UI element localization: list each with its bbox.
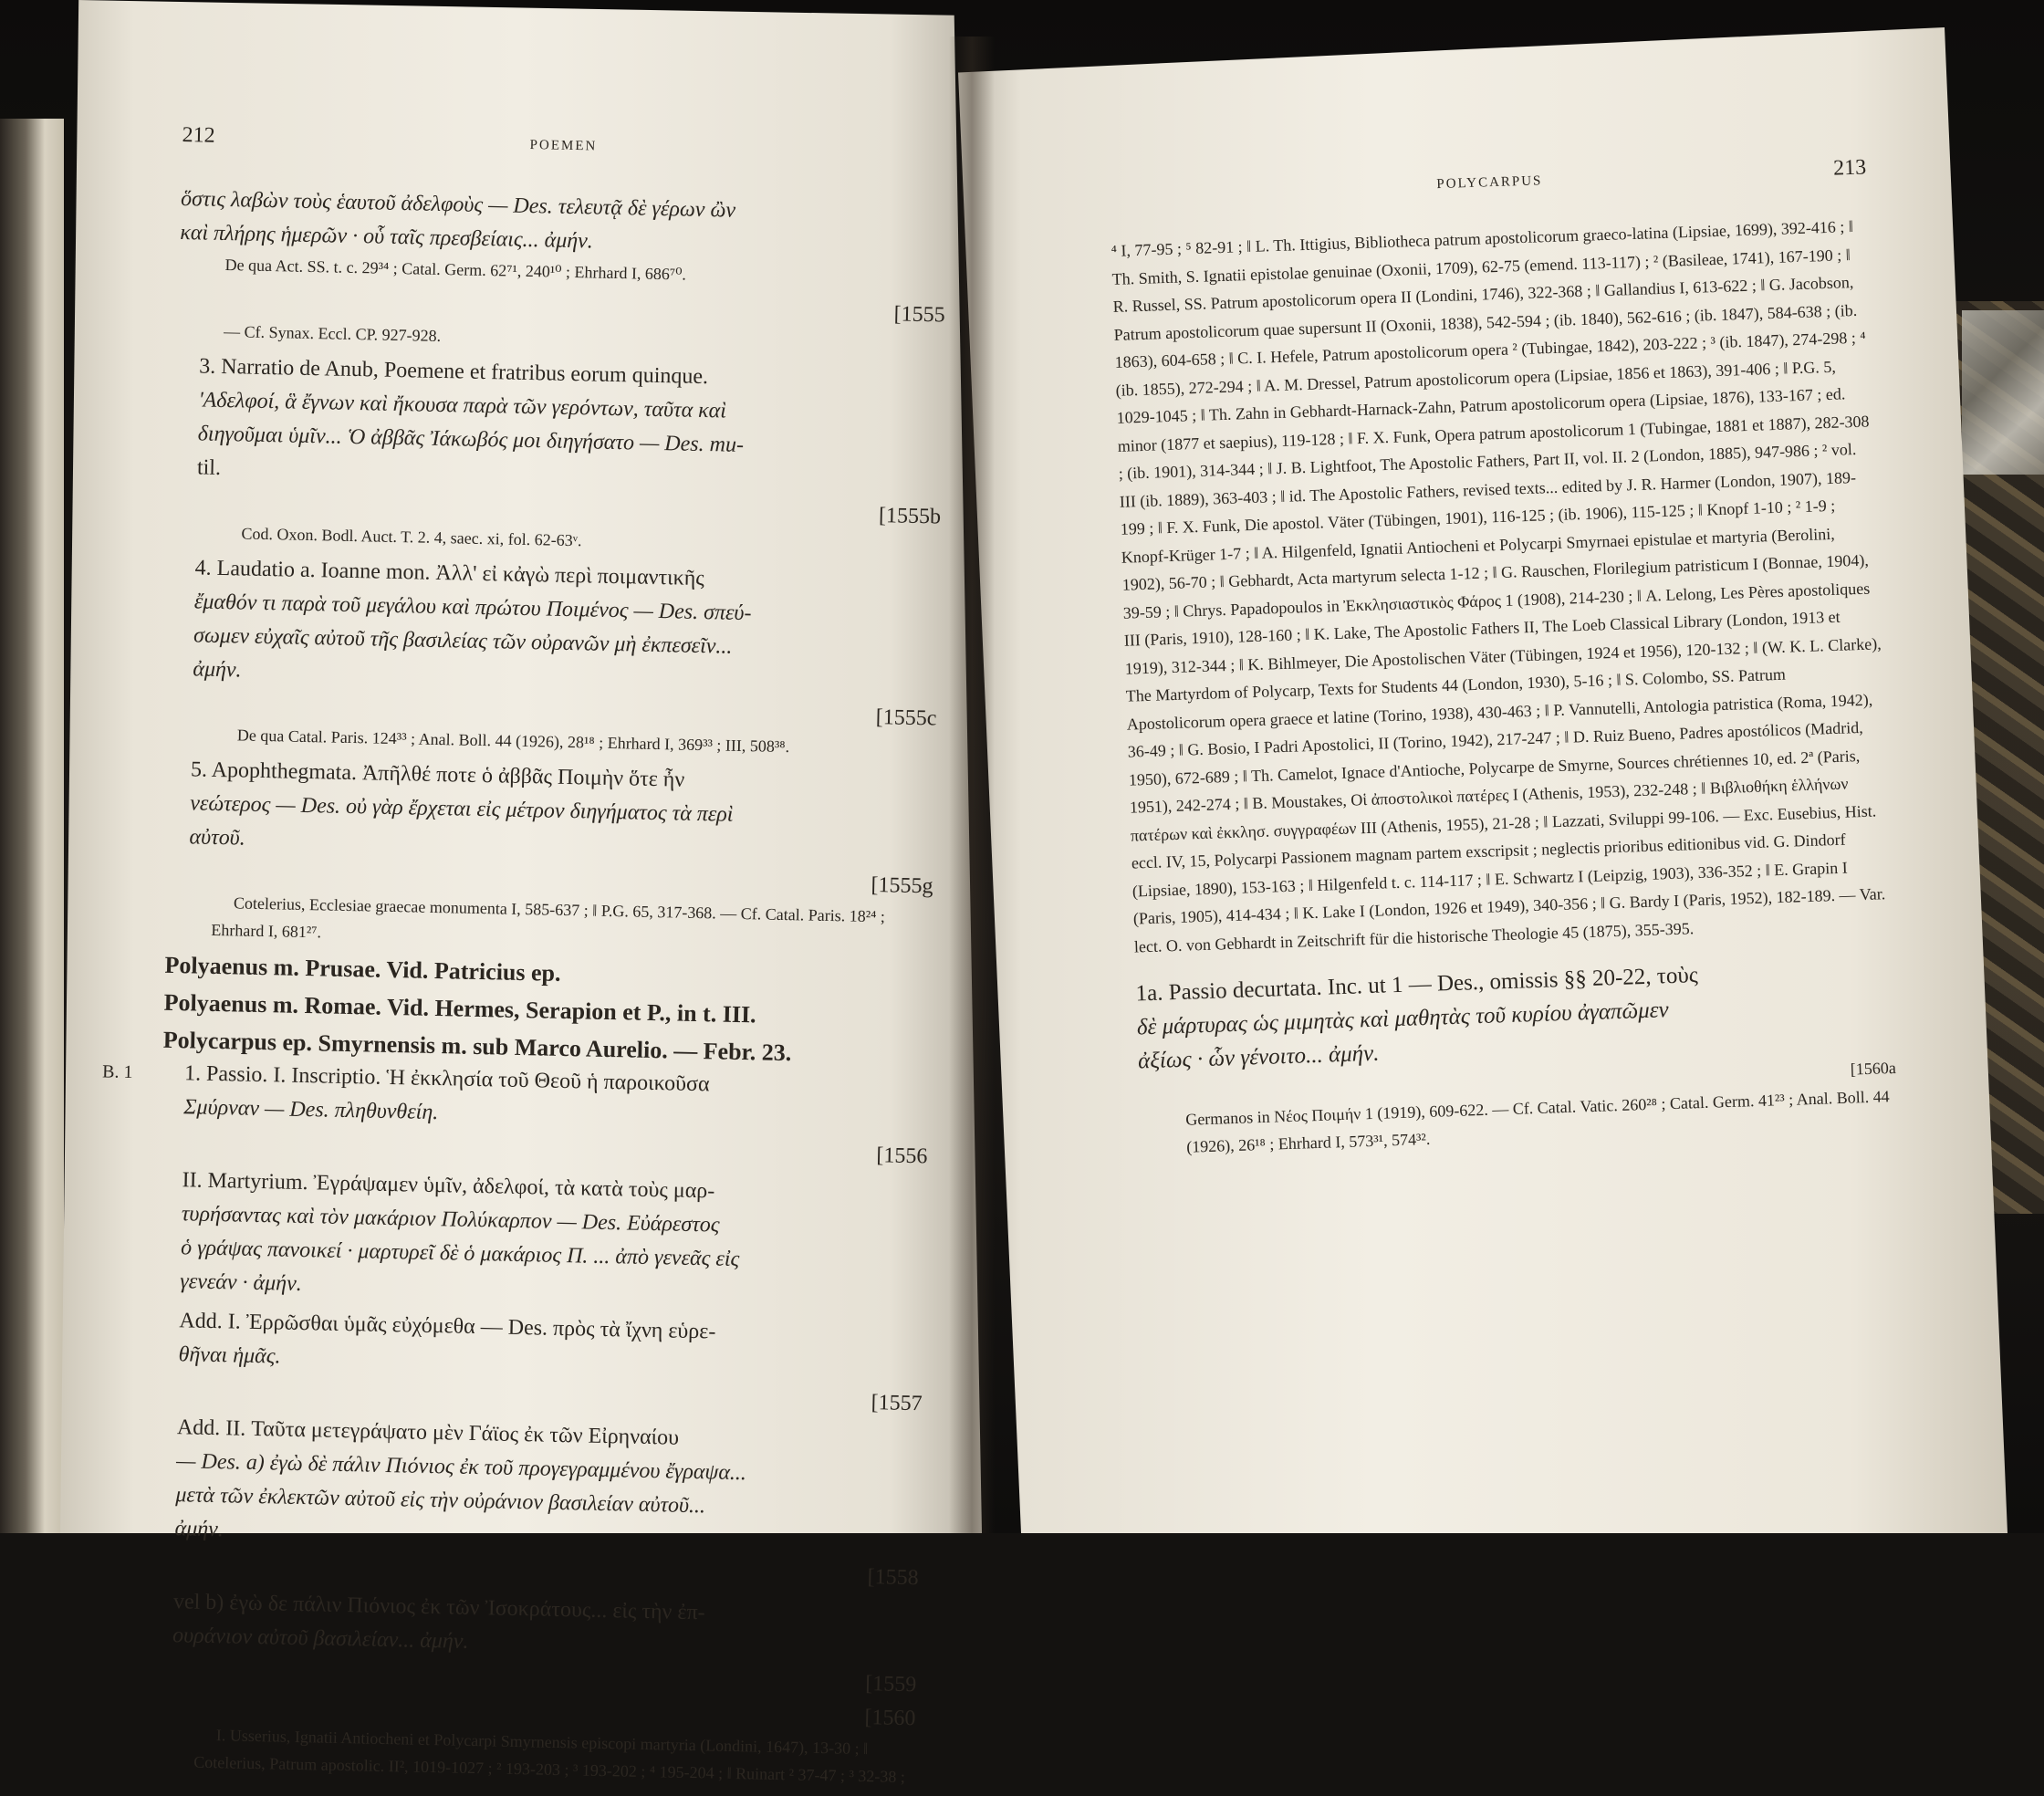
text-line: ἀξίως · ὧν γένοιτο... ἀμήν. [1137,1040,1380,1074]
text-line: δὲ μάρτυρας ὡς μιμητὰς καὶ μαθητὰς τοῦ κυρίου ἀγαπῶμεν [1136,997,1670,1040]
item-number: [1555 [893,302,945,328]
text-line: til. [196,455,222,480]
item-number: [1555c [875,705,937,731]
entry-polyaenus-prusae: Polyaenus m. Prusae. Vid. Patricius ep. [164,951,561,987]
section-4 [170,551,940,764]
section-heading: 1. Passio. I. Inscriptio. Ἡ ἐκκλησία τοῦ Θεοῦ ἡ παροικοῦσα [183,1061,710,1097]
text-line: vel b) ἐγὼ δε πάλιν Πιόνιος ἐκ τῶν Ἰσοκράτους... εἰς τὴν ἐπ- [172,1590,705,1625]
text-line: διηγοῦμαι ὑμῖν... Ὁ ἀββᾶς Ἰάκωβός μοι διηγήσατο — Des. mu- [197,422,745,457]
reference-note: De qua Catal. Paris. 124³³ ; Anal. Boll. 44 (1926), 28¹⁸ ; Ehrhard I, 369³³ ; III, 508³⁸. [236,726,790,757]
text-line: ἔμαθόν τι παρὰ τοῦ μεγάλου καὶ πρώτου Ποιμένος — Des. σπεύ- [193,590,752,626]
section-5 [165,753,935,959]
text-line: μετὰ τῶν ἐκλεκτῶν αὐτοῦ εἰς τὴν οὐράνιον βασιλείαν αὐτοῦ... [175,1483,706,1519]
reference-note: Germanos in Νέος Ποιμήν 1 (1919), 609-622. — Cf. Catal. Vatic. 260²⁸ ; Catal. Germ. 41²³ ; Anal. Boll. 44 (1926), 26¹⁸ ; Ehrhard I, 573³¹, 574³². [1184,1087,1890,1156]
text-line: 'Αδελφοί, ἃ ἔγνων καὶ ἤκουσα παρὰ τῶν γερόντων, ταῦτα καὶ [198,388,727,423]
right-page-text [1109,152,1898,1162]
add-2-section [151,1411,922,1596]
foil-wrapper [1962,310,2044,475]
text-line: ἀμήν. [193,657,242,683]
page-number-right: 213 [1832,155,1867,181]
vel-b-section [148,1585,918,1791]
left-page-text [101,119,949,1796]
text-line: Σμύρναν — Des. πληθυνθείη. [183,1095,439,1125]
item-number: [1560 [864,1706,916,1731]
text-line: γενεάν · ἀμήν. [180,1269,303,1297]
item-number: [1557 [871,1391,923,1416]
text-line: Add. I. Ἐρρῶσθαι ὑμᾶς εὐχόμεθα — Des. πρὸς τὰ ἴχνη εὑρε- [179,1309,716,1344]
text-line: θῆναι ἡμᾶς. [178,1342,281,1369]
item-number: [1560a [1850,1058,1897,1079]
text-line: αὐτοῦ. [189,825,245,851]
entry-polyaenus-romae: Polyaenus m. Romae. Vid. Hermes, Serapion et P., in t. III. [163,988,756,1029]
text-line: ἀμήν. [174,1517,224,1542]
book-page-edges [0,119,64,1533]
item-number: [1556 [876,1143,928,1169]
running-head-polycarpus: POLYCARPUS [1436,173,1543,193]
text-line: νεώτερος — Des. οὐ γὰρ ἔρχεται εἰς μέτρον διηγήματος τὰ περὶ [190,791,734,827]
text-line: τυρήσαντας καὶ τὸν μακάριον Πολύκαρπον — Des. Εὐάρεστος [181,1202,720,1237]
reference-note: — Cf. Synax. Eccl. CP. 927-928. [223,321,442,345]
text-line: ὅστις λαβὼν τοὺς ἑαυτοῦ ἀδελφοὺς — Des. τελευτᾷ δὲ γέρων ὢν [180,186,736,223]
item-number: [1559 [864,1672,917,1697]
text-line: — Des. a) ἐγὼ δὲ πάλιν Πιόνιος ἐκ τοῦ προγεγραμμένου ἔγραψα... [175,1449,747,1486]
text-line: II. Martyrium. Ἐγράψαμεν ὑμῖν, ἀδελφοί, τὰ κατὰ τοὺς μαρ- [182,1168,715,1204]
reference-note: De qua Act. SS. t. c. 29³⁴ ; Catal. Germ. 62⁷¹, 240¹⁰ ; Ehrhard I, 686⁷⁰. [224,256,687,284]
bibliography-text: ⁴ I, 77-95 ; ⁵ 82-91 ; ‖ L. Th. Ittigius, Bibliotheca patrum apostolicorum graeco-latina (Lipsiae, 1699), 392-416 ; ‖ Th. Smith, S. Ignatii epistolae genuinae (Oxonii, 1709), 62-75 (emend. 113-117) ; ² (Basileae, 1741), 167-190 ; ‖ R. Russel, SS. Patrum apostolicorum opera II (Londini, 1746), 322-368 ; ‖ Gallandius I, 613-622 ; ‖ G. Jacobson, Patrum apostolicorum quae supersunt II (Oxonii, 1838), 542-594 ; (ib. 1840), 562-616 ; (ib. 1847), 584-638 ; (ib. 1863), 604-658 ; ‖ C. I. Hefele, Patrum apostolicorum opera ² (Tubingae, 1842), 203-222 ; ³ (ib. 1847), 274-298 ; ⁴ (ib. 1855), 272-294 ; ‖ A. M. Dressel, Patrum apostolicorum opera (Lipsiae, 1856 et 1863), 391-406 ; ‖ P.G. 5, 1029-1045 ; ‖ Th. Zahn in Gebhardt-Harnack-Zahn, Patrum apostolicorum opera (Lipsiae, 1876), 133-167 ; ed. minor (1877 et saepius), 119-128 ; ‖ F. X. Funk, Opera patrum apostolicorum 1 (Tubingae, 1881 et 1887), 282-308 ; (ib. 1901), 314-344 ; ‖ J. B. Lightfoot, The Apostolic Fathers, Part II, vol. II. 2 (London, 1885), 947-986 ; ² vol. III (ib. 1889), 363-403 ; ‖ id. The Apostolic Fathers, revised texts... edited by J. R. Harmer (London, 1907), 189-199 ; ‖ F. X. Funk, Die apostol. Väter (Tübingen, 1901), 116-125 ; (ib. 1906), 115-125 ; ‖ Knopf 1-10 ; ² 1-9 ; Knopf-Krüger 1-7 ; ‖ A. Hilgenfeld, Ignatii Antiocheni et Polycarpi Smyrnaei epistulae et martyria (Berolini, 1902), 56-70 ; ‖ Gebhardt, Acta martyrum selecta 1-12 ; ‖ G. Rauschen, Florilegium patristicum I (Bonnae, 1904), 39-59 ; ‖ Chrys. Papadopoulos in Ἐκκλησιαστικὸς Φάρος 1 (1908), 214-230 ; ‖ A. Lelong, Les Pères apostoliques III (Paris, 1910), 128-160 ; ‖ K. Lake, The Apostolic Fathers II, The Loeb Classical Library (London, 1913 et 1919), 312-344 ; ‖ K. Bihlmeyer, Die Apostolischen Väter (Tübingen, 1924 et 1956), 120-132 ; ‖ (W. K. L. Clarke), The Martyrdom of Polycarp, Texts for Students 44 (London, 1930), 5-16 ; ‖ S. Colombo, SS. Patrum Apostolicorum opera graece et latine (Torino, 1938), 430-463 ; ‖ P. Vannutelli, Antologia patristica (Roma, 1942), 36-49 ; ‖ G. Bosio, I Padri Apostolici, II (Torino, 1942), 217-247 ; ‖ D. Ruiz Bueno, Padres apostólicos (Madrid, 1950), 672-689 ; ‖ Th. Camelot, Ignace d'Antioche, Polycarpe de Smyrne, Sources chrétiennes 10, ed. 2ª (Paris, 1951), 242-274 ; ‖ B. Moustakes, Οἱ ἀποστολικοὶ πατέρες I (Athenis, 1953), 232-248 ; ‖ Βιβλιοθήκη ἑλλήνων πατέρων καὶ ἐκκλησ. συγγραφέων III (Athenis, 1955), 21-28 ; ‖ Lazzati, Sviluppi 99-106. — Exc. Eusebius, Hist. eccl. IV, 15, Polycarpi Passionem magnam partem exscripsit ; neglectis prioribus editionibus vid. G. Dindorf (Lipsiae, 1890), 153-163 ; ‖ Hilgenfeld t. c. 114-117 ; ‖ E. Schwartz I (Leipzig, 1903), 336-352 ; ‖ E. Grapin I (Paris, 1905), 414-434 ; ‖ K. Lake I (London, 1926 et 1949), 340-356 ; ‖ G. Bardy I (Paris, 1952), 182-189. — Var. lect. O. von Gebhardt in Zeitschrift für die historische Theologie 45 (1875), 355-395. [1111,216,1886,956]
reference-note: Cod. Oxon. Bodl. Auct. T. 2. 4, saec. xi, fol. 62-63ᵛ. [241,524,582,550]
martyrium-section [158,1164,927,1315]
item-number: [1555g [871,872,933,899]
text-line: σωμεν εὐχαῖς αὐτοῦ τῆς βασιλείας τῶν οὐρανῶν μὴ ἐκπεσεῖν... [193,623,733,659]
book-gutter [949,37,995,1533]
text-line: Add. II. Ταῦτα μετεγράψατο μὲν Γάϊος ἐκ τῶν Εἰρηναίου [176,1415,680,1450]
reference-note: Cotelerius, Ecclesiae graecae monumenta I, 585-637 ; ‖ P.G. 65, 317-368. — Cf. Catal. Paris. 18²⁴ ; Ehrhard I, 681²⁷. [211,893,886,942]
passio-section [101,1057,929,1175]
text-line: καὶ πλήρης ἡμερῶν · οὗ ταῖς πρεσβείαις... ἀμήν. [180,220,594,254]
margin-tag: B. 1 [101,1061,133,1083]
item-number: [1555b [878,504,942,529]
section-heading: 5. Apophthegmata. Ἀπῆλθέ ποτε ὁ ἀββᾶς Ποιμὴν ὅτε ἦν [190,757,685,792]
running-head-poemen: POEMEN [529,137,598,154]
section-heading: 1a. Passio decurtata. Inc. ut 1 — Des., omissis §§ 20-22, τοὺς [1135,963,1699,1007]
item-number: [1558 [867,1565,919,1591]
entry-polycarpus: Polycarpus ep. Smyrnensis m. sub Marco Aurelio. — Febr. 23. [162,1026,792,1067]
add-1-section [155,1304,923,1422]
page-number-left: 212 [182,122,215,148]
section-3 [173,350,944,562]
reference-note: I. Usserius, Ignatii Antiocheni et Polycarpi Smyrnensis episcopi martyria (Londini, 1647), 13-30 ; ‖ Cotelerius, Patrum apostolic. II², 1019-1027 ; ² 193-203 ; ³ 193-202 ; ⁴ 195-204 ; ‖ Ruinart ² 37-47 ; ³ 32-38 ; [193,1726,906,1786]
text-line: ὁ γράψας πανοικεί · μαρτυρεῖ δὲ ὁ μακάριος Π. ... ἀπὸ γενεᾶς εἰς [180,1236,740,1272]
section-heading: 3. Narratio de Anub, Poemene et fratribus eorum quinque. [199,354,709,390]
text-line: ουράνιον αὐτοῦ βασιλείαν... ἀμήν. [172,1624,469,1654]
section-heading: 4. Laudatio a. Ioanne mon. Ἀλλ' εἰ κἀγὼ περὶ ποιμαντικῆς [194,556,705,591]
